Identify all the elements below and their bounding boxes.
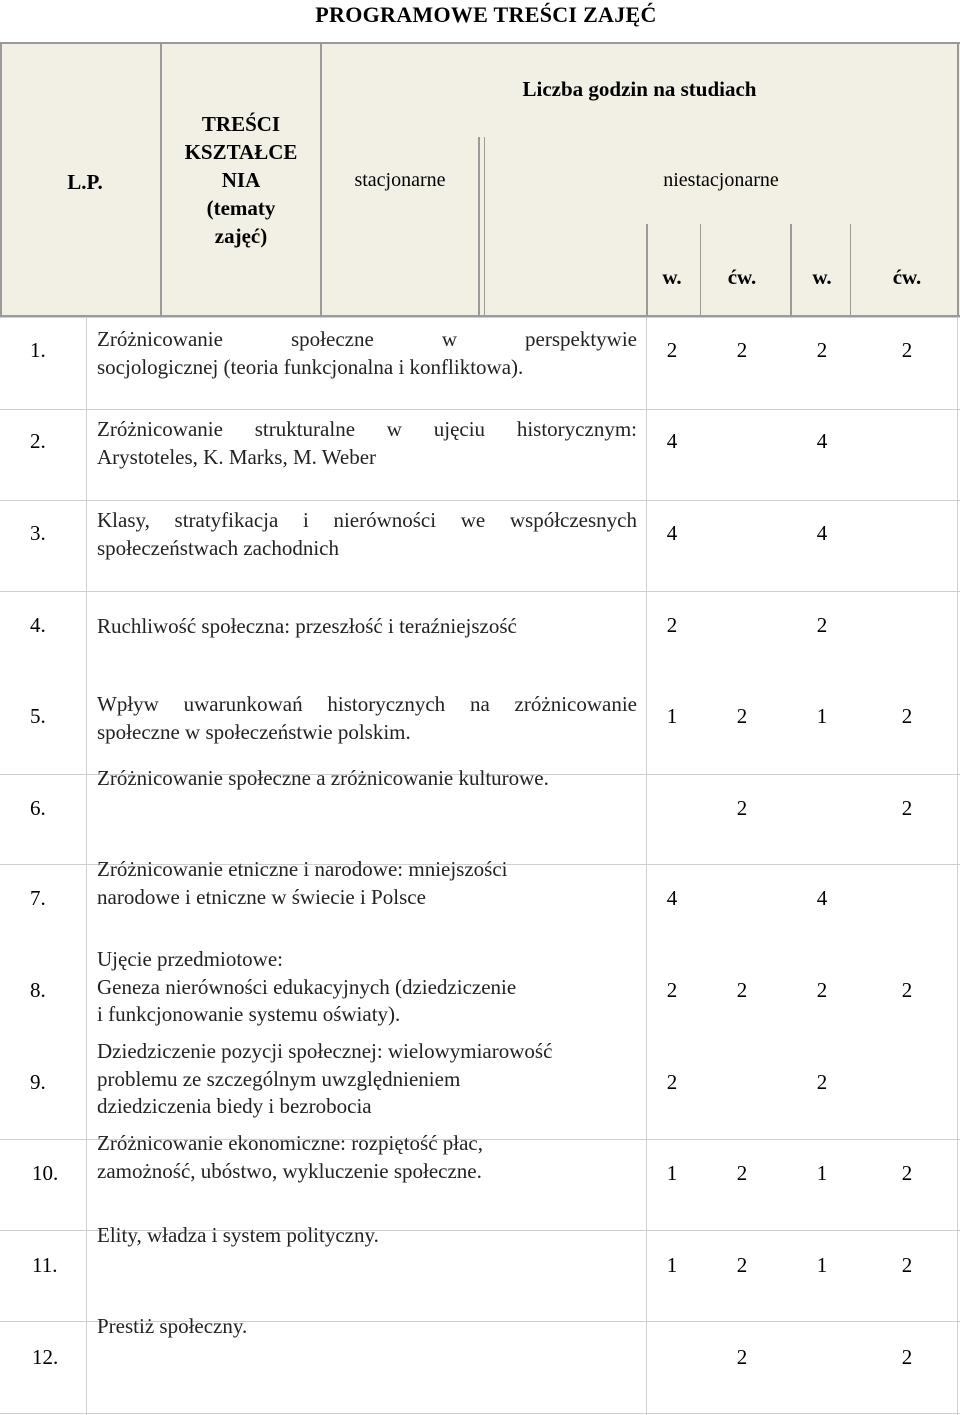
header-tresci-line: zajęć) [214, 224, 268, 248]
row-topic-line: Wpływ uwarunkowań historycznych na zróżnicowanie [97, 692, 637, 716]
row-topic [97, 1313, 637, 1341]
hours-value: 2 [666, 978, 678, 1002]
hours-value: 1 [666, 1161, 678, 1185]
hours-value: 2 [901, 796, 913, 820]
row-topic [97, 765, 637, 793]
column-divider [646, 864, 647, 957]
row-number: 6. [30, 796, 46, 820]
row-topic-line: Dziedziczenie pozycji społecznej: wielowymiarowość [97, 1039, 553, 1063]
row-number: 8. [30, 978, 46, 1002]
row-topic-line: społeczeństwach zachodnich [97, 535, 339, 560]
row-number: 12. [32, 1345, 59, 1369]
row-topic [97, 946, 637, 1029]
column-divider [646, 682, 647, 774]
column-divider [646, 1048, 647, 1139]
row-number: 3. [30, 521, 46, 545]
hours-value: 2 [816, 613, 828, 637]
column-divider [646, 317, 647, 409]
row-topic [97, 1130, 637, 1185]
column-divider [957, 682, 958, 774]
hours-value: 2 [901, 338, 913, 362]
row-topic-line: zamożność, ubóstwo, wykluczenie społeczne. [97, 1158, 482, 1183]
row-topic [97, 1038, 637, 1121]
hours-value: 4 [666, 886, 678, 910]
column-divider [646, 957, 647, 1048]
row-topic-line: Arystoteles, K. Marks, M. Weber [97, 444, 377, 469]
row-topic-line: narodowe i etniczne w świecie i Polsce [97, 884, 426, 909]
column-divider [646, 591, 647, 682]
row-topic [97, 856, 637, 911]
row-number: 11. [32, 1253, 58, 1277]
hours-value: 2 [816, 978, 828, 1002]
column-divider [646, 1139, 647, 1230]
row-number: 2. [30, 429, 46, 453]
hours-value: 2 [666, 338, 678, 362]
header-stacjonarne: stacjonarne [354, 169, 446, 191]
row-topic [97, 326, 637, 381]
hours-value: 2 [901, 978, 913, 1002]
hours-value: 2 [736, 1253, 748, 1277]
column-divider [86, 317, 87, 409]
row-topic [97, 507, 637, 562]
hours-value: 1 [666, 704, 678, 728]
column-divider [957, 864, 958, 957]
row-topic-line: Zróżnicowanie społeczne a zróżnicowanie kulturowe. [97, 766, 549, 790]
page-title: PROGRAMOWE TREŚCI ZAJĘĆ [315, 2, 657, 27]
column-divider [86, 409, 87, 500]
header-tresci-line: TREŚCI [201, 112, 281, 136]
row-topic-line: Klasy, stratyfikacja i nierówności we współczesnych [97, 508, 637, 532]
header-tresci-line: NIA [221, 168, 261, 192]
column-divider [957, 317, 958, 409]
column-divider [646, 1230, 647, 1321]
row-divider [0, 500, 960, 501]
column-divider [646, 1321, 647, 1415]
row-topic [97, 691, 637, 746]
header-tresci-line: KSZTAŁCE [184, 140, 298, 164]
header-niestacjonarne: niestacjonarne [663, 169, 779, 191]
column-divider [957, 409, 958, 500]
table-header [0, 42, 960, 317]
hours-value: 4 [666, 429, 678, 453]
row-number: 7. [30, 886, 46, 910]
column-divider [957, 591, 958, 682]
row-topic-line: socjologicznej (teoria funkcjonalna i konfliktowa). [97, 354, 524, 379]
hours-value: 2 [901, 1161, 913, 1185]
row-topic-line: społeczne w społeczeństwie polskim. [97, 719, 411, 744]
header-liczba-godzin: Liczba godzin na studiach [522, 77, 757, 101]
row-divider [0, 409, 960, 410]
column-divider [957, 774, 958, 864]
hours-value: 1 [816, 1253, 828, 1277]
row-topic-line: Ruchliwość społeczna: przeszłość i teraźniejszość [97, 614, 517, 638]
hours-value: 4 [816, 886, 828, 910]
hours-value: 2 [736, 338, 748, 362]
row-topic-line: Geneza nierówności edukacyjnych (dziedziczenie [97, 974, 517, 999]
hours-value: 2 [666, 613, 678, 637]
row-number: 5. [30, 704, 46, 728]
row-topic-line: i funkcjonowanie systemu oświaty). [97, 1002, 401, 1026]
column-divider [646, 774, 647, 864]
row-topic [97, 1222, 637, 1250]
header-col-cw2: ćw. [892, 265, 922, 289]
table-bottom-border [0, 1413, 960, 1414]
hours-value: 2 [736, 796, 748, 820]
header-tresci-line: (tematy [206, 196, 276, 220]
column-divider [646, 500, 647, 591]
row-divider [0, 317, 960, 318]
row-topic-line: Prestiż społeczny. [97, 1314, 248, 1338]
hours-value: 2 [736, 704, 748, 728]
row-topic [97, 613, 637, 641]
header-col-w1: w. [662, 265, 682, 289]
row-topic-line: dziedziczenia biedy i bezrobocia [97, 1094, 372, 1118]
column-divider [957, 957, 958, 1048]
hours-value: 2 [736, 1345, 748, 1369]
column-divider [957, 1048, 958, 1139]
row-topic-line: Zróżnicowanie etniczne i narodowe: mniejszości [97, 857, 508, 881]
row-topic [97, 416, 637, 471]
row-number: 10. [32, 1161, 59, 1185]
hours-value: 4 [816, 521, 828, 545]
column-divider [957, 1139, 958, 1230]
row-number: 1. [30, 338, 46, 362]
column-divider [957, 1230, 958, 1321]
row-topic-line: Zróżnicowanie strukturalne w ujęciu historycznym: [97, 417, 637, 441]
hours-value: 2 [666, 1070, 678, 1094]
header-col-cw1: ćw. [727, 265, 757, 289]
hours-value: 2 [816, 1070, 828, 1094]
row-number: 9. [30, 1070, 46, 1094]
row-topic-line: Zróżnicowanie społeczne w perspektywie [97, 327, 637, 351]
hours-value: 1 [666, 1253, 678, 1277]
hours-value: 1 [816, 1161, 828, 1185]
row-divider [0, 591, 960, 592]
row-topic-line: Elity, władza i system polityczny. [97, 1223, 379, 1247]
row-topic-line: Ujęcie przedmiotowe: [97, 947, 284, 971]
header-col-w2: w. [812, 265, 832, 289]
hours-value: 4 [666, 521, 678, 545]
row-topic-line: Zróżnicowanie ekonomiczne: rozpiętość płac, [97, 1131, 483, 1155]
hours-value: 2 [736, 1161, 748, 1185]
row-number: 4. [30, 613, 46, 637]
hours-value: 2 [901, 1253, 913, 1277]
row-topic-line: problemu ze szczególnym uwzględnieniem [97, 1066, 461, 1091]
column-divider [646, 409, 647, 500]
hours-value: 2 [901, 1345, 913, 1369]
column-divider [957, 1321, 958, 1415]
header-lp: L.P. [67, 170, 103, 194]
hours-value: 2 [816, 338, 828, 362]
hours-value: 1 [816, 704, 828, 728]
column-divider [957, 500, 958, 591]
hours-value: 2 [901, 704, 913, 728]
hours-value: 2 [736, 978, 748, 1002]
header-tresci [162, 110, 320, 250]
hours-value: 4 [816, 429, 828, 453]
